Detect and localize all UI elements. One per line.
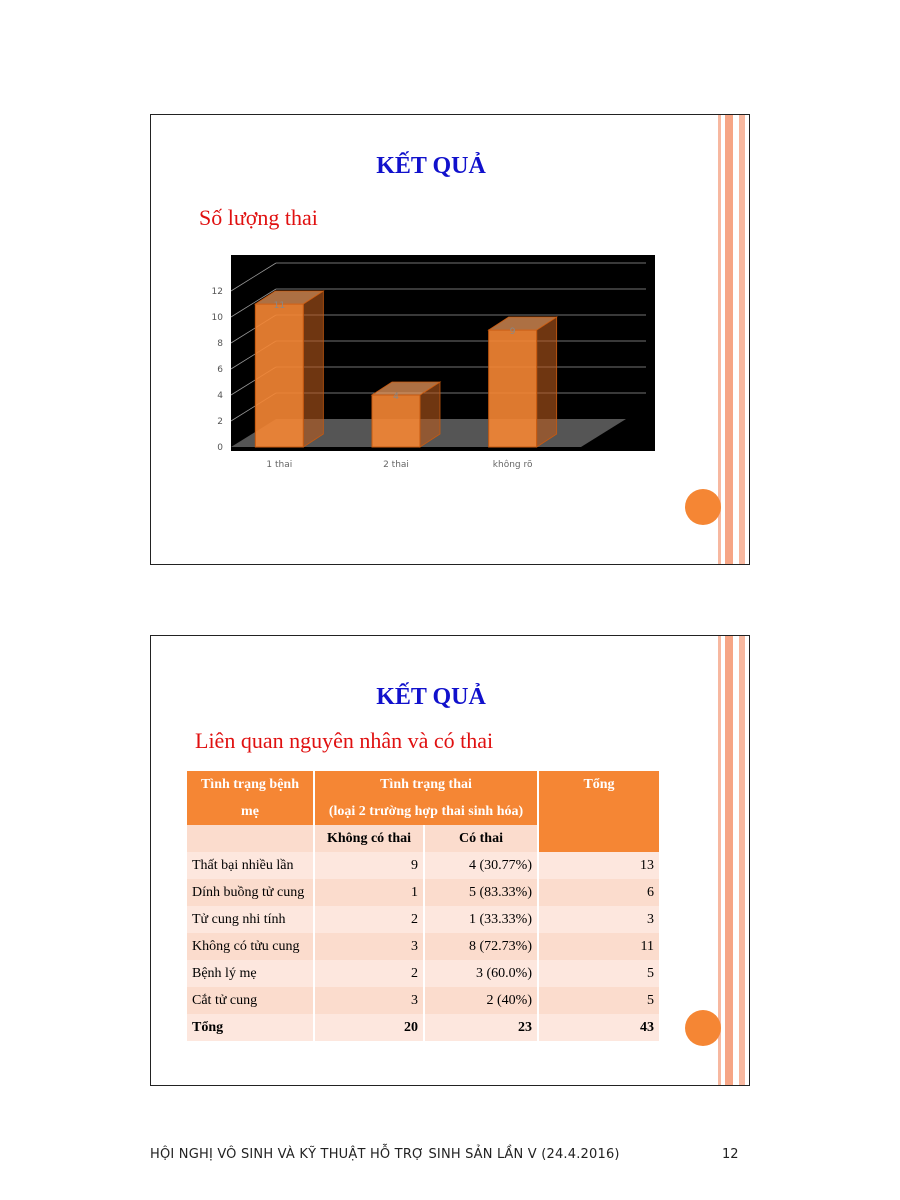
cell-pregnancy: 1 (33.33%) (425, 906, 537, 933)
bar-side (537, 317, 557, 447)
decorative-stripe (725, 636, 733, 1085)
total-cell: Tổng (187, 1014, 313, 1041)
cell-pregnancy: 3 (60.0%) (425, 960, 537, 987)
row-label-cell: Bệnh lý mẹ (187, 960, 313, 987)
footer-text: HỘI NGHỊ VÔ SINH VÀ KỸ THUẬT HỖ TRỢ SINH SẢN LẦN V (24.4.2016) (150, 1147, 620, 1162)
subheader-cell: Có thai (425, 825, 537, 852)
cell-no-pregnancy: 2 (315, 906, 423, 933)
decorative-stripe (718, 115, 721, 564)
bar-chart (201, 253, 661, 473)
x-category-label: 2 thai (383, 460, 409, 470)
decorative-stripe (739, 115, 745, 564)
cell-pregnancy: 5 (83.33%) (425, 879, 537, 906)
orange-dot-decoration (685, 1010, 721, 1046)
header-cell: (loại 2 trường hợp thai sinh hóa) (315, 798, 537, 825)
page-number: 12 (722, 1147, 739, 1162)
table-row (187, 906, 659, 933)
cell-no-pregnancy: 1 (315, 879, 423, 906)
y-tick-label: 12 (211, 287, 223, 297)
total-header-cell: Tổng (539, 771, 659, 852)
results-table (185, 771, 661, 1041)
y-tick-label: 0 (217, 443, 223, 453)
y-tick-label: 10 (211, 313, 223, 323)
cell-pregnancy: 8 (72.73%) (425, 933, 537, 960)
cell-total: 5 (539, 960, 659, 987)
slide-title: KẾT QUẢ (376, 153, 486, 179)
decorative-stripe (718, 636, 721, 1085)
table-row (187, 879, 659, 906)
cell-no-pregnancy: 2 (315, 960, 423, 987)
cell-pregnancy: 2 (40%) (425, 987, 537, 1014)
total-cell: 23 (425, 1014, 537, 1041)
table-row (187, 960, 659, 987)
cell-no-pregnancy: 3 (315, 933, 423, 960)
cell-total: 6 (539, 879, 659, 906)
slide-subtitle: Số lượng thai (199, 205, 318, 230)
bar (372, 395, 420, 447)
table-row (187, 852, 659, 879)
table-row (187, 987, 659, 1014)
total-cell: 20 (315, 1014, 423, 1041)
cell-pregnancy: 4 (30.77%) (425, 852, 537, 879)
y-tick-label: 6 (217, 365, 223, 375)
cell-total: 11 (539, 933, 659, 960)
bar-data-label: 9 (509, 327, 516, 337)
orange-dot-decoration (685, 489, 721, 525)
cell-total: 13 (539, 852, 659, 879)
row-label-cell: Tử cung nhi tính (187, 906, 313, 933)
slide-subtitle: Liên quan nguyên nhân và có thai (195, 728, 494, 753)
y-tick-label: 4 (217, 391, 223, 401)
bar (255, 304, 303, 447)
decorative-stripe (725, 115, 733, 564)
slide-2 (150, 635, 750, 1086)
total-cell: 43 (539, 1014, 659, 1041)
row-label-cell: Cắt tử cung (187, 987, 313, 1014)
bar-data-label: 11 (273, 301, 286, 311)
table-row (187, 933, 659, 960)
table-total-row (187, 1014, 659, 1041)
row-label-cell: Thất bại nhiều lần (187, 852, 313, 879)
y-tick-label: 2 (217, 417, 223, 427)
cell-no-pregnancy: 9 (315, 852, 423, 879)
slide-title: KẾT QUẢ (376, 684, 486, 710)
bar (489, 330, 537, 447)
row-label-cell: Dính buồng tử cung (187, 879, 313, 906)
cell-total: 5 (539, 987, 659, 1014)
row-label-cell: Không có tửu cung (187, 933, 313, 960)
y-tick-label: 8 (217, 339, 223, 349)
cell-no-pregnancy: 3 (315, 987, 423, 1014)
slide-1 (150, 114, 750, 565)
x-category-label: không rõ (492, 460, 533, 470)
bar-data-label: 4 (393, 392, 399, 402)
cell-total: 3 (539, 906, 659, 933)
header-cell: mẹ (187, 798, 313, 825)
decorative-stripe (739, 636, 745, 1085)
header-cell: Tình trạng thai (315, 771, 537, 798)
x-category-label: 1 thai (266, 460, 293, 470)
header-cell: Tình trạng bệnh (187, 771, 313, 798)
bar-side (303, 291, 323, 447)
subheader-cell: Không có thai (315, 825, 423, 852)
header-cell (187, 825, 313, 852)
